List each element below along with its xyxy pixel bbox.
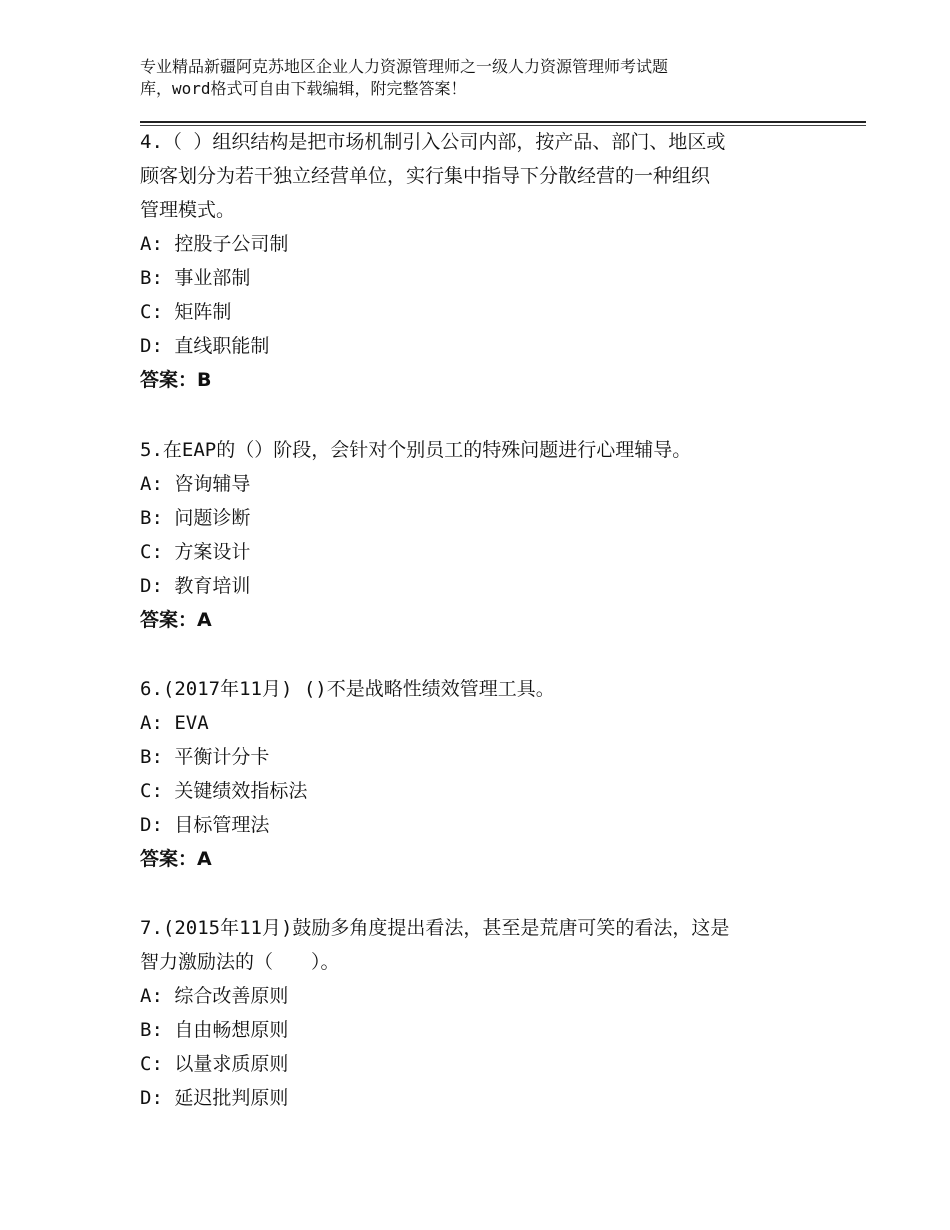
option-a: A: 综合改善原则 [140,985,289,1007]
option-a: A: 咨询辅导 [140,473,251,495]
answer: 答案：A [140,848,212,870]
option-d: D: 教育培训 [140,575,251,597]
option-b: B: 自由畅想原则 [140,1019,289,1041]
stem-line: 4.（ ）组织结构是把市场机制引入公司内部，按产品、部门、地区或 [140,131,726,153]
stem-line: 智力激励法的（ ）。 [140,951,340,973]
question-6 [140,672,820,876]
question-stem [140,125,820,227]
option-c: C: 以量求质原则 [140,1053,289,1075]
question-5 [140,433,820,637]
stem-line: 5.在EAP的（）阶段，会针对个别员工的特殊问题进行心理辅导。 [140,439,692,461]
option-c: C: 关键绩效指标法 [140,780,308,802]
header-line-2: 库，word格式可自由下载编辑，附完整答案！ [140,79,467,98]
option-b: B: 事业部制 [140,267,251,289]
stem-line: 顾客划分为若干独立经营单位，实行集中指导下分散经营的一种组织 [140,165,711,187]
stem-line: 管理模式。 [140,199,236,221]
option-b: B: 平衡计分卡 [140,746,270,768]
option-a: A: EVA [140,712,209,734]
stem-line: 7.(2015年11月)鼓励多角度提出看法，甚至是荒唐可笑的看法，这是 [140,917,730,939]
option-d: D: 延迟批判原则 [140,1087,289,1109]
answer: 答案：A [140,609,212,631]
option-d: D: 目标管理法 [140,814,270,836]
question-stem [140,911,820,979]
option-c: C: 矩阵制 [140,301,232,323]
header-rule-thick [140,121,866,123]
option-d: D: 直线职能制 [140,335,270,357]
option-a: A: 控股子公司制 [140,233,289,255]
answer: 答案：B [140,369,212,391]
option-c: C: 方案设计 [140,541,251,563]
question-stem [140,433,820,467]
option-b: B: 问题诊断 [140,507,251,529]
stem-line: 6.(2017年11月) ()不是战略性绩效管理工具。 [140,678,555,700]
question-7 [140,911,820,1115]
header-line-1: 专业精品新疆阿克苏地区企业人力资源管理师之一级人力资源管理师考试题 [140,57,669,76]
question-stem [140,672,820,706]
question-4 [140,125,820,397]
document-header [140,56,800,100]
